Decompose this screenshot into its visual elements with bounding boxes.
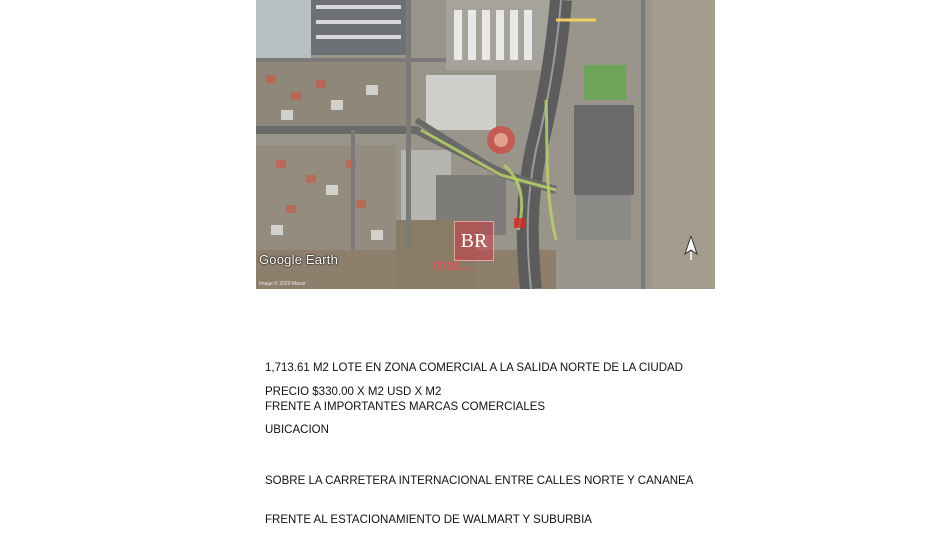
price-text: PRECIO $330.00 X M2 USD X M2	[265, 386, 442, 398]
location-description	[265, 449, 693, 540]
location-line-2: FRENTE AL ESTACIONAMIENTO DE WALMART Y SUBURBIA	[265, 514, 592, 526]
watermark-logo: BR	[454, 221, 494, 261]
watermark-text: mai...	[432, 257, 473, 274]
location-heading: UBICACION	[265, 424, 329, 436]
north-arrow-icon	[684, 236, 698, 260]
imagery-credit: Image © 2020 Maxar	[259, 281, 306, 287]
description-line-1: 1,713.61 M2 LOTE EN ZONA COMERCIAL A LA SALIDA NORTE DE LA CIUDAD	[265, 362, 683, 374]
satellite-map-image	[256, 0, 715, 289]
location-line-1: SOBRE LA CARRETERA INTERNACIONAL ENTRE CALLES NORTE Y CANANEA	[265, 475, 694, 487]
lot-description	[265, 336, 683, 427]
description-line-2: FRENTE A IMPORTANTES MARCAS COMERCIALES	[265, 401, 546, 413]
google-earth-logo: Google Earth	[259, 252, 339, 267]
